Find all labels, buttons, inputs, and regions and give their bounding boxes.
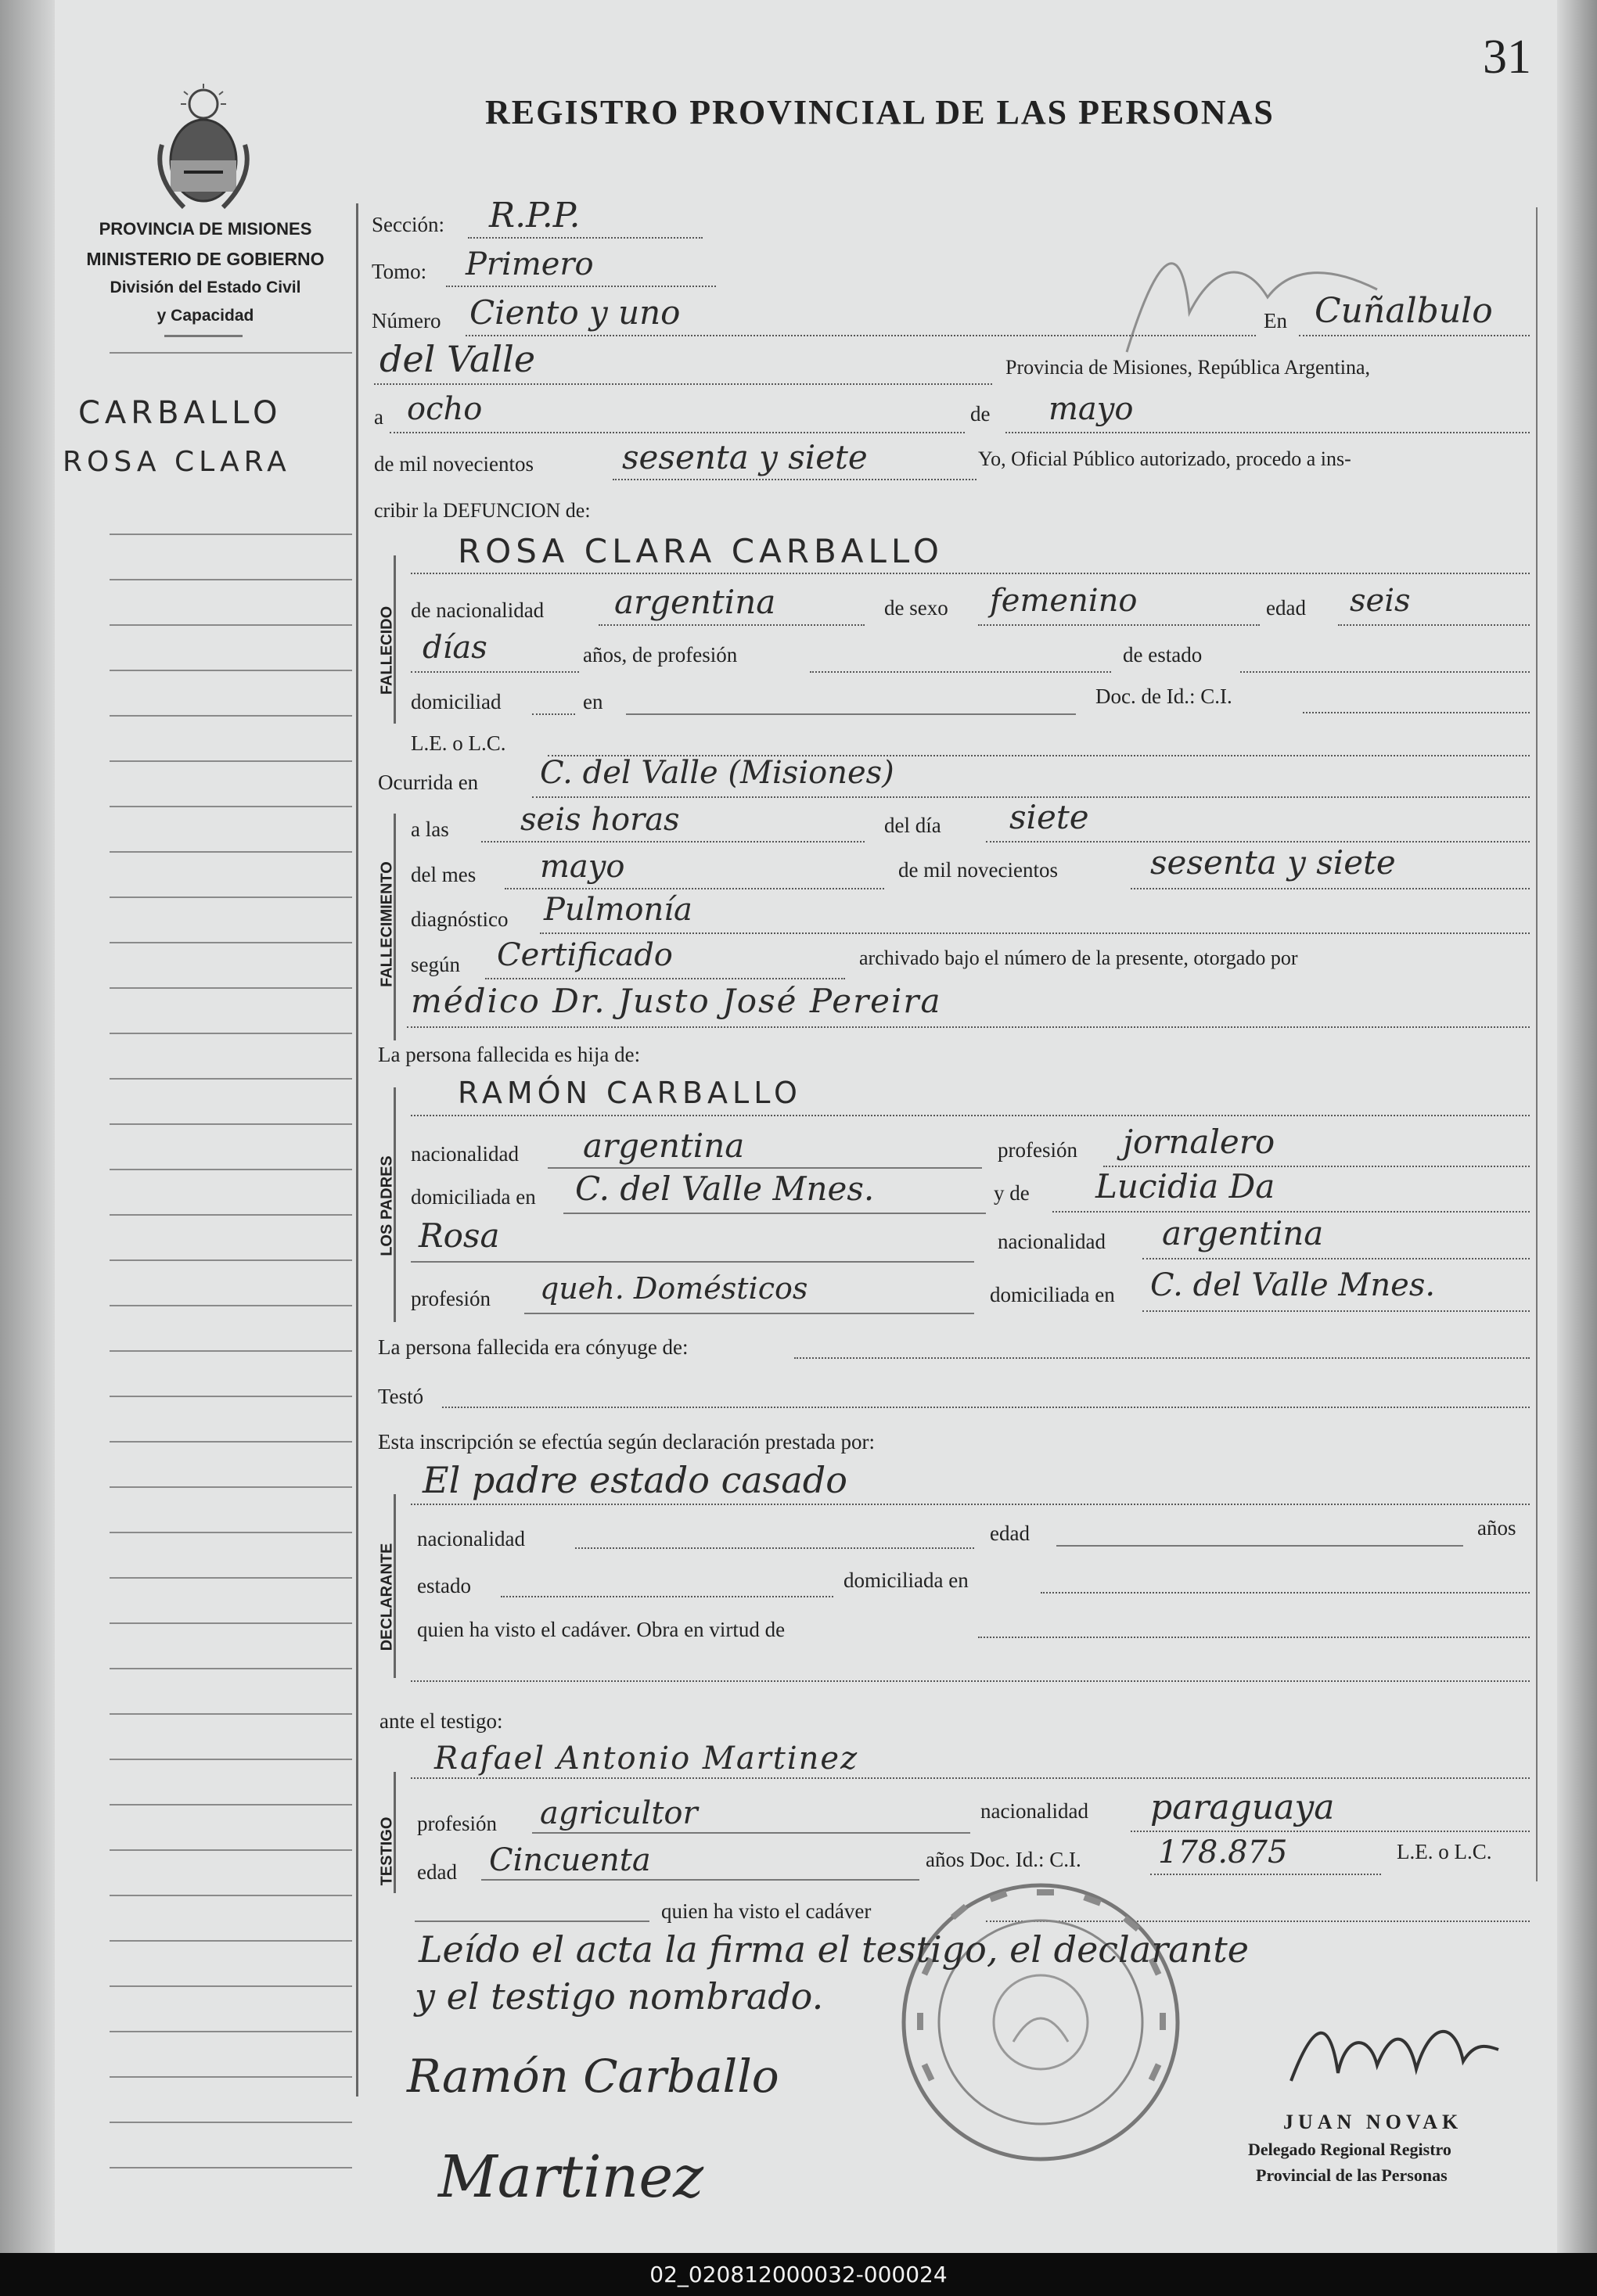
declarante-section-label: DECLARANTE — [378, 1543, 396, 1651]
year-value: sesenta y siete — [622, 438, 868, 476]
padre-name: RAMÓN CARBALLO — [458, 1076, 802, 1110]
margin-ruled-line — [110, 1985, 352, 1987]
fallecido-name: ROSA CLARA CARBALLO — [458, 532, 944, 570]
anio-value: sesenta y siete — [1150, 843, 1396, 882]
madre-profesion-value: queh. Domésticos — [540, 1271, 808, 1306]
madre-nacionalidad-line — [1142, 1258, 1530, 1259]
fallecido-sexo-label: de sexo — [884, 596, 948, 620]
declarante-value-line — [411, 1504, 1530, 1505]
declarante-estado-line — [501, 1596, 833, 1597]
a-label: a — [374, 405, 383, 429]
margin-surname: CARBALLO — [78, 395, 282, 431]
madre-name-continued-line — [411, 1261, 974, 1263]
testigo-profesion-value: agricultor — [540, 1795, 698, 1831]
margin-ruled-line — [110, 1259, 352, 1261]
margin-ruled-line — [110, 806, 352, 807]
margin-ruled-line — [110, 942, 352, 943]
declarante-domiciliada-label: domiciliada en — [843, 1568, 969, 1592]
official-title-1: Delegado Regional Registro — [1248, 2140, 1451, 2159]
margin-ruled-line — [110, 1532, 352, 1533]
padre-profesion-label: profesión — [998, 1138, 1077, 1162]
official-name: JUAN NOVAK — [1283, 2111, 1463, 2133]
testigo-visto-line — [415, 1921, 649, 1922]
madre-profesion-label: profesión — [411, 1287, 491, 1310]
a-value: ocho — [407, 391, 483, 427]
testigo-nacionalidad-value: paraguaya — [1150, 1788, 1335, 1827]
page-edge — [1557, 0, 1597, 2253]
fallecido-nacionalidad-line — [599, 624, 865, 626]
closing-line2: y el testigo nombrado. — [415, 1975, 824, 2018]
fallecido-nacionalidad-value: argentina — [614, 583, 776, 621]
testo-line — [442, 1407, 1530, 1408]
margin-ruled-line — [110, 896, 352, 898]
margin-ruled-line — [110, 1214, 352, 1216]
madre-nacionalidad-label: nacionalidad — [998, 1230, 1106, 1253]
testigo-doc-label: años Doc. Id.: C.I. — [926, 1848, 1081, 1871]
seccion-line — [468, 237, 703, 239]
declarante-nacionalidad-line — [575, 1547, 974, 1549]
declarante-visto-label: quien ha visto el cadáver. Obra en virtud de — [417, 1618, 786, 1641]
diagnostico-value: Pulmonía — [544, 892, 692, 928]
margin-ruled-line — [110, 1577, 352, 1579]
right-border — [1536, 207, 1538, 1881]
fallecido-edad-label: edad — [1266, 596, 1306, 620]
tomo-line — [446, 286, 716, 287]
margin-ruled-line — [110, 1441, 352, 1443]
margin-ruled-line — [110, 760, 352, 762]
conyuge-line — [794, 1357, 1530, 1359]
anio-label: de mil novecientos — [898, 858, 1058, 882]
page-title: REGISTRO PROVINCIAL DE LAS PERSONAS — [485, 93, 1275, 131]
fallecido-dias-value: días — [423, 630, 487, 666]
fallecido-sexo-value: femenino — [990, 583, 1138, 619]
signature-testigo: Martinez — [438, 2143, 704, 2211]
fallecido-domiciliad-line — [532, 713, 575, 715]
fallecido-dias-line — [411, 671, 579, 673]
seccion-label: Sección: — [372, 213, 444, 236]
y-de-label: y de — [994, 1181, 1030, 1205]
month-line — [1005, 432, 1530, 433]
en-value: Cuñalbulo — [1315, 291, 1493, 331]
testigo-nacionalidad-label: nacionalidad — [980, 1799, 1088, 1823]
testigo-le-label: L.E. o L.C. — [1397, 1840, 1492, 1863]
dia-line — [986, 841, 1530, 843]
margin-ruled-line — [110, 1169, 352, 1170]
medico-line — [407, 1026, 1530, 1028]
declarante-anos-label: años — [1477, 1516, 1516, 1540]
margin-ruled-line — [110, 1668, 352, 1669]
place-value: del Valle — [379, 338, 536, 380]
testigo-doc-line — [1150, 1874, 1381, 1875]
testigo-name-line — [411, 1777, 1530, 1779]
fallecido-anos-profesion-label: años, de profesión — [583, 643, 738, 667]
margin-ruled-line — [110, 1033, 352, 1034]
fallecido-nacionalidad-label: de nacionalidad — [411, 598, 545, 622]
conyuge-label: La persona fallecida era cónyuge de: — [378, 1335, 689, 1359]
testigo-doc-value: 178.875 — [1158, 1834, 1288, 1870]
padre-name-line — [411, 1115, 1530, 1116]
declarante-domicilio-line — [1041, 1592, 1530, 1594]
fallecido-name-line — [411, 573, 1530, 574]
signature-declarante: Ramón Carballo — [407, 2050, 779, 2103]
ocurrida-label: Ocurrida en — [378, 771, 479, 794]
year-line — [613, 479, 977, 480]
fallecido-domiciliad-label: domiciliad — [411, 690, 502, 713]
padre-nacionalidad-label: nacionalidad — [411, 1142, 519, 1166]
image-id-footer: 02_020812000032-000024 — [0, 2253, 1597, 2296]
margin-ruled-line — [110, 987, 352, 989]
margin-ruled-line — [110, 1940, 352, 1942]
fallecido-estado-label: de estado — [1123, 643, 1203, 667]
padre-domicilio-value: C. del Valle Mnes. — [575, 1170, 875, 1208]
place-line — [374, 383, 992, 385]
official-title-2: Provincial de las Personas — [1256, 2165, 1448, 2185]
pen-stroke-icon — [1111, 219, 1393, 360]
margin-ruled-line — [110, 534, 352, 535]
padre-nacionalidad-value: argentina — [583, 1126, 745, 1165]
en-label: En — [1264, 309, 1287, 332]
binding-gutter — [0, 0, 55, 2253]
margin-ruled-line — [110, 1396, 352, 1397]
authority-line1: PROVINCIA DE MISIONES — [99, 219, 312, 239]
segun-label: según — [411, 953, 460, 976]
month-value: mayo — [1048, 391, 1134, 427]
margin-ruled-line — [110, 1350, 352, 1352]
margin-ruled-line — [110, 670, 352, 671]
dia-label: del día — [884, 814, 941, 837]
official-seal-icon — [896, 1877, 1185, 2167]
numero-value: Ciento y uno — [469, 293, 681, 332]
a-las-label: a las — [411, 817, 449, 841]
testigo-profesion-line — [532, 1832, 970, 1834]
mes-line — [505, 888, 884, 889]
coat-of-arms-icon — [153, 82, 254, 215]
madre-name-continued: Rosa — [419, 1216, 500, 1255]
margin-given-name: ROSA CLARA — [63, 446, 291, 478]
padre-domiciliada-label: domiciliada en — [411, 1185, 536, 1209]
diagnostico-label: diagnóstico — [411, 907, 509, 931]
anio-line — [1131, 888, 1530, 889]
de-label: de — [970, 402, 991, 426]
madre-domiciliada-label: domiciliada en — [990, 1283, 1115, 1306]
testigo-name: Rafael Antonio Martinez — [434, 1741, 859, 1777]
declarante-visto-line — [978, 1637, 1530, 1638]
left-column-divider — [356, 203, 358, 2097]
margin-ruled-line — [110, 2167, 352, 2168]
margin-ruled-line — [110, 1713, 352, 1715]
authority-line3: División del Estado Civil — [110, 278, 301, 296]
medico-value: médico Dr. Justo José Pereira — [411, 982, 942, 1020]
madre-domicilio-value: C. del Valle Mnes. — [1150, 1267, 1436, 1303]
margin-ruled-line — [110, 1895, 352, 1896]
tomo-label: Tomo: — [372, 260, 427, 283]
declaracion-text: Esta inscripción se efectúa según declaración prestada por: — [378, 1430, 875, 1453]
fallecido-sexo-line — [978, 624, 1260, 626]
segun-line — [485, 978, 845, 979]
margin-ruled-line — [110, 579, 352, 580]
declarante-edad-line — [1056, 1545, 1463, 1547]
inscribir-text: cribir la DEFUNCION de: — [374, 499, 591, 522]
fallecido-doc-line — [1303, 712, 1530, 713]
madre-nacionalidad-value: argentina — [1162, 1214, 1324, 1252]
margin-ruled-line — [110, 2031, 352, 2032]
margin-ruled-line — [110, 624, 352, 626]
fallecimiento-section-label: FALLECIMIENTO — [378, 861, 396, 987]
testigo-section-label: TESTIGO — [378, 1816, 396, 1886]
declarante-extra-line — [411, 1680, 1530, 1682]
fallecido-edad-value: seis — [1350, 583, 1411, 619]
fallecido-en-line — [626, 713, 1076, 715]
padre-domicilio-line — [563, 1213, 986, 1214]
testigo-visto-label: quien ha visto el cadáver — [661, 1899, 872, 1923]
fallecido-en-label: en — [583, 690, 603, 713]
fallecido-doc-label: Doc. de Id.: C.I. — [1095, 684, 1232, 708]
diagnostico-line — [540, 932, 1530, 934]
margin-ruled-line — [110, 1622, 352, 1624]
ocurrida-value: C. del Valle (Misiones) — [540, 755, 894, 791]
fallecido-le-label: L.E. o L.C. — [411, 731, 506, 755]
margin-ruled-line — [110, 1123, 352, 1125]
padres-section-label: LOS PADRES — [378, 1155, 396, 1256]
mes-label: del mes — [411, 863, 477, 886]
segun-value: Certificado — [497, 937, 673, 973]
testigo-edad-line — [481, 1879, 919, 1881]
testigo-profesion-label: profesión — [417, 1812, 497, 1835]
madre-name-line — [1052, 1211, 1530, 1213]
numero-label: Número — [372, 309, 441, 332]
hora-value: seis horas — [520, 802, 680, 838]
margin-ruled-line — [110, 1078, 352, 1080]
year-label: de mil novecientos — [374, 452, 534, 476]
margin-ruled-line — [110, 2122, 352, 2123]
seccion-value: R.P.P. — [489, 196, 581, 235]
a-line — [390, 432, 965, 433]
testo-label: Testó — [378, 1385, 424, 1408]
margin-ruled-line — [110, 352, 352, 354]
authority-line4: y Capacidad — [156, 307, 254, 325]
margin-ruled-line — [110, 1804, 352, 1806]
authority-line2: MINISTERIO DE GOBIERNO — [86, 249, 325, 269]
madre-name: Lucidia Da — [1095, 1167, 1275, 1205]
margin-ruled-line — [110, 1305, 352, 1306]
padre-nacionalidad-line — [548, 1167, 982, 1169]
margin-ruled-line — [110, 1486, 352, 1488]
margin-ruled-line — [110, 1849, 352, 1851]
padres-intro: La persona fallecida es hija de: — [378, 1043, 641, 1066]
margin-ruled-line — [110, 851, 352, 853]
testigo-edad-value: Cincuenta — [489, 1842, 651, 1878]
declarante-nacionalidad-label: nacionalidad — [417, 1527, 525, 1550]
fallecido-estado-line — [1240, 671, 1530, 673]
declarante-value: El padre estado casado — [423, 1459, 847, 1501]
margin-ruled-line — [110, 715, 352, 717]
testigo-edad-label: edad — [417, 1860, 457, 1884]
mes-value: mayo — [540, 849, 625, 885]
declarante-estado-label: estado — [417, 1574, 471, 1597]
declarante-edad-label: edad — [990, 1522, 1030, 1545]
margin-ruled-line — [110, 1759, 352, 1760]
archivado-text: archivado bajo el número de la presente, otorgado por — [859, 947, 1298, 969]
dia-value: siete — [1009, 798, 1089, 836]
tomo-value: Primero — [466, 246, 594, 282]
testigo-intro: ante el testigo: — [379, 1709, 503, 1733]
testigo-nacionalidad-line — [1131, 1831, 1530, 1832]
closing-line1: Leído el acta la firma el testigo, el declarante — [419, 1928, 1249, 1971]
official-signature-icon — [1283, 2003, 1502, 2097]
madre-profesion-line — [524, 1313, 974, 1314]
hora-line — [481, 841, 865, 843]
page-number: 31 — [1483, 31, 1531, 84]
fallecido-profesion-line — [810, 671, 1111, 673]
madre-domicilio-line — [1142, 1310, 1530, 1312]
fallecido-section-label: FALLECIDO — [378, 605, 396, 695]
padre-profesion-value: jornalero — [1123, 1123, 1275, 1161]
authority-underline — [164, 335, 243, 337]
fallecido-edad-line — [1338, 624, 1530, 626]
margin-ruled-line — [110, 2076, 352, 2078]
province-text: Provincia de Misiones, República Argentina, — [1005, 356, 1370, 379]
officer-text: Yo, Oficial Público autorizado, procedo a ins- — [978, 447, 1351, 470]
